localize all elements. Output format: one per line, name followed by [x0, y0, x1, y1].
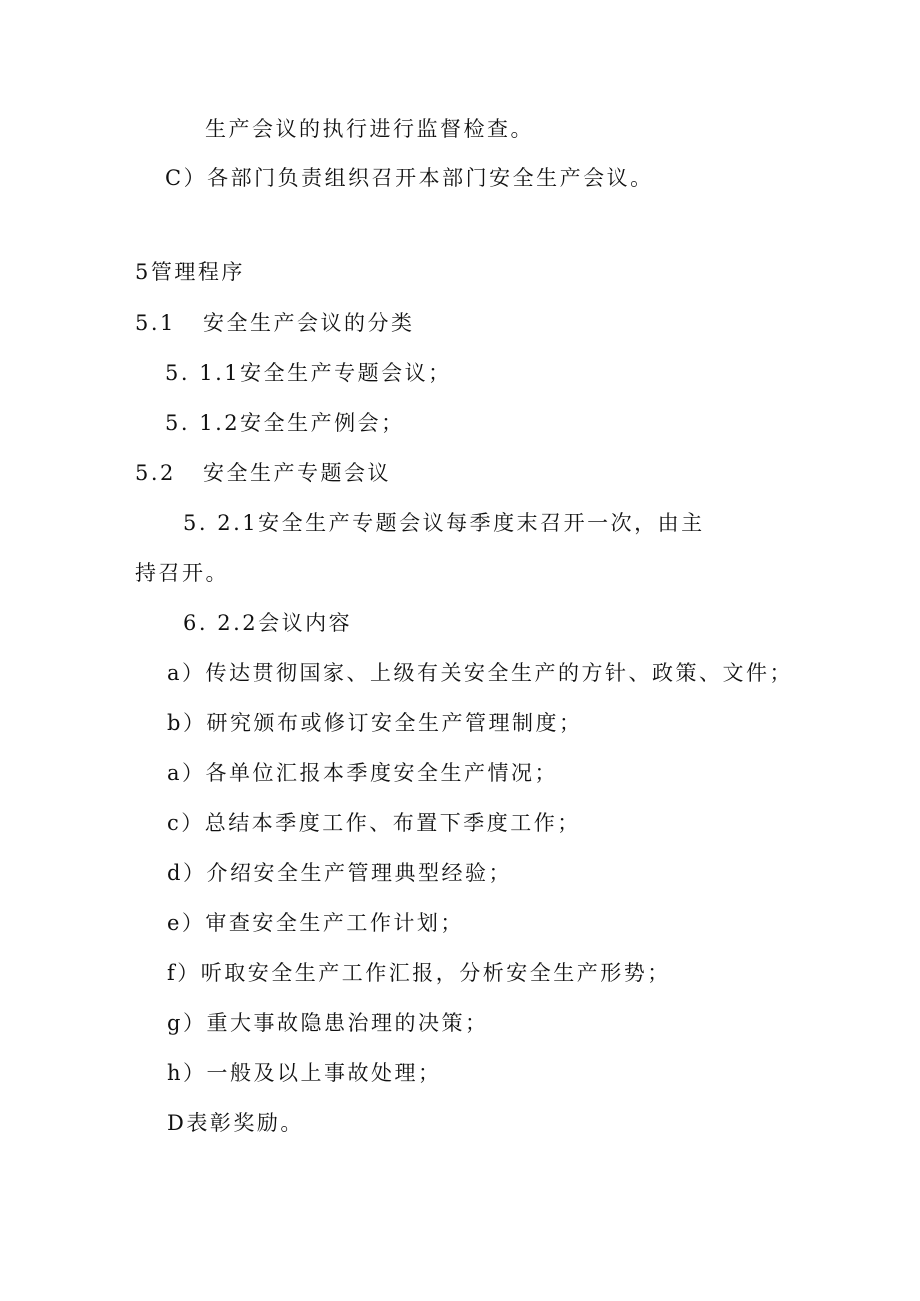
list-item-e: e）审查安全生产工作计划； — [167, 911, 464, 935]
section-number: 5.2 — [135, 461, 176, 485]
list-item-c: C）各部门负责组织召开本部门安全生产会议。 — [165, 166, 654, 190]
list-item-g: g）重大事故隐患治理的决策； — [167, 1011, 489, 1035]
list-item-h: h）一般及以上事故处理； — [167, 1061, 442, 1085]
list-item-a: a）传达贯彻国家、上级有关安全生产的方针、政策、文件； — [167, 661, 794, 685]
subsection-5-2-1: 5. 2.1安全生产专题会议每季度末召开一次，由主 — [183, 511, 705, 535]
list-item-final: D表彰奖励。 — [167, 1111, 304, 1135]
section-title: 安全生产专题会议 — [203, 461, 391, 485]
section-heading-5-2 — [135, 459, 391, 487]
list-item-f: f）听取安全生产工作汇报，分析安全生产形势； — [167, 961, 671, 985]
subsection-5-1-1: 5. 1.1安全生产专题会议； — [165, 361, 452, 385]
section-title: 安全生产会议的分类 — [203, 311, 415, 335]
list-item-c2: c）总结本季度工作、布置下季度工作； — [167, 811, 581, 835]
section-heading-5: 5管理程序 — [135, 260, 245, 284]
list-item-a2: a）各单位汇报本季度安全生产情况； — [167, 761, 559, 785]
section-heading-5-1 — [135, 309, 415, 337]
subsection-6-2-2: 6. 2.2会议内容 — [183, 611, 353, 635]
list-item-b: b）研究颁布或修订安全生产管理制度； — [167, 711, 583, 735]
section-number: 5.1 — [135, 311, 176, 335]
continuation-line: 生产会议的执行进行监督检查。 — [205, 117, 534, 141]
list-item-d: d）介绍安全生产管理典型经验； — [167, 861, 512, 885]
paragraph-continuation: 持召开。 — [135, 561, 229, 585]
subsection-5-1-2: 5. 1.2安全生产例会； — [165, 411, 405, 435]
